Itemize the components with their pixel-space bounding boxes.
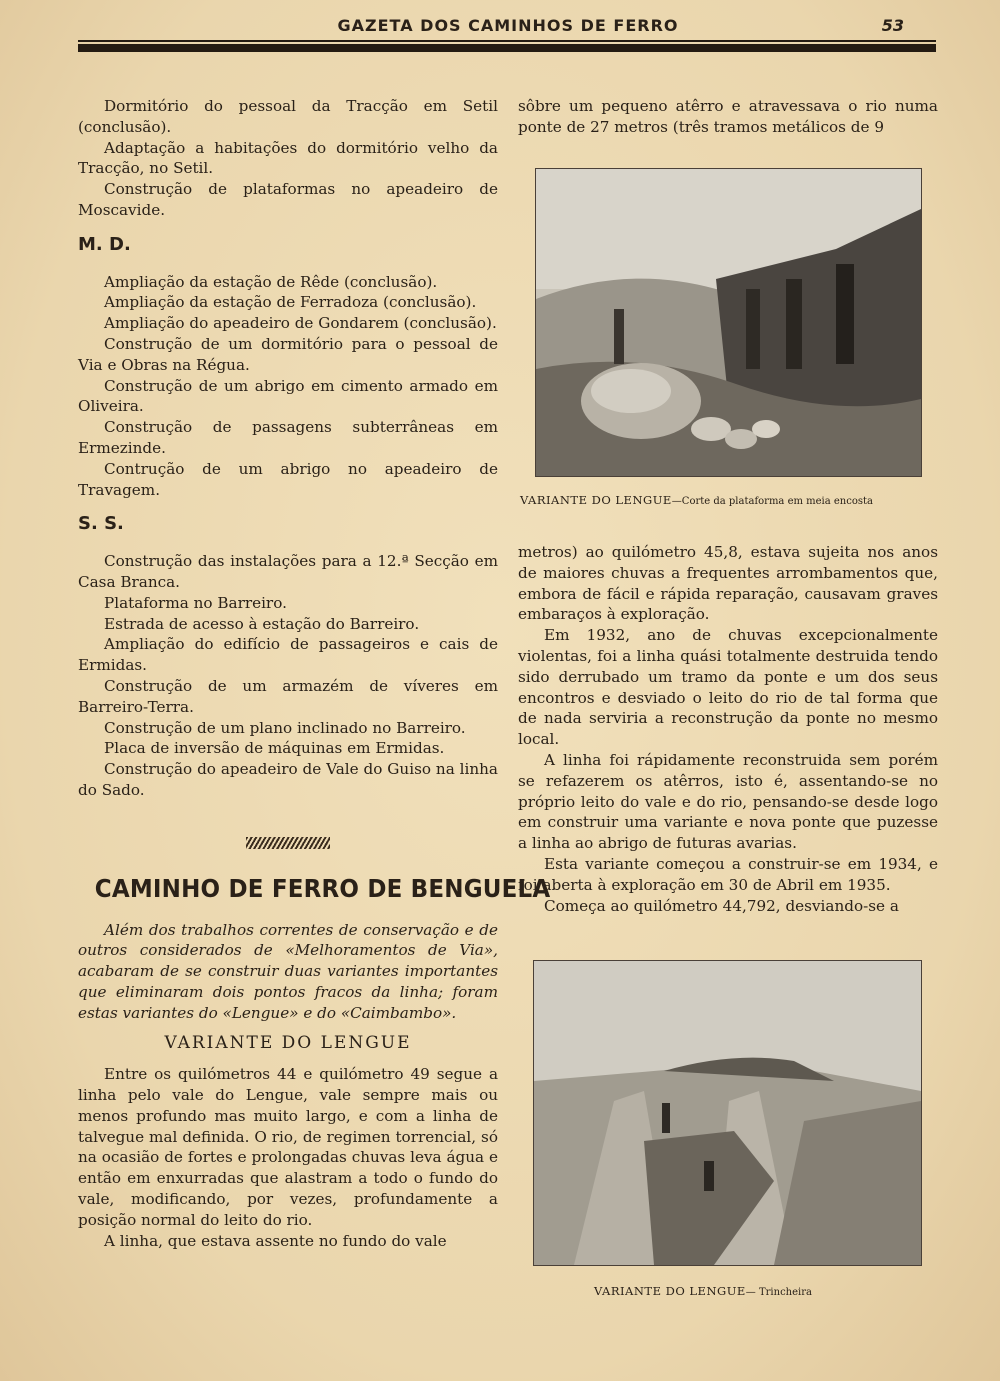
paragraph: Construção de plataformas no apeadeiro de Moscavide. xyxy=(78,180,498,219)
paragraph: metros) ao quilómetro 45,8, estava sujeita nos anos de maiores chuvas a frequentes arrombamentos que, embora de fácil e rápida reparação, causavam graves embaraços à exploração. xyxy=(518,543,938,624)
header-rule-thin xyxy=(78,40,936,42)
paragraph: Esta variante começou a construir-se em 1934, e foi aberta à exploração em 30 de Abril em 1935. xyxy=(518,854,938,894)
left-column xyxy=(78,96,551,1251)
photo-excavation xyxy=(535,168,922,477)
caption-main: VARIANTE DO LENGUE xyxy=(594,1284,746,1298)
list-item: Construção de um armazém de víveres em Barreiro-Terra. xyxy=(78,676,498,716)
subheading: VARIANTE DO LENGUE xyxy=(164,1033,412,1054)
list-item: Ampliação do apeadeiro de Gondarem (conclusão). xyxy=(104,314,497,333)
paragraph: sôbre um pequeno atêrro e atravessava o rio numa ponte de 27 metros (três tramos metálicos de 9 xyxy=(518,97,938,136)
list-item: Construção de um abrigo em cimento armado em Oliveira. xyxy=(78,376,498,416)
page-number: 53 xyxy=(881,16,904,35)
list-item: Construção de um dormitório para o pessoal de Via e Obras na Régua. xyxy=(78,334,498,374)
list-item: Ampliação do edifício de passageiros e cais de Ermidas. xyxy=(78,635,498,675)
caption-main: VARIANTE DO LENGUE xyxy=(520,493,672,507)
section-ornament xyxy=(246,837,330,849)
article-intro: Além dos trabalhos correntes de conservação e de outros considerados de «Melhoramentos de Via», acabaram de se construir duas variantes importantes que eliminaram dois pontos fracos da linha; foram estas variantes do «Lengue» e do «Caimbambo». xyxy=(78,920,498,1022)
right-column-middle xyxy=(518,542,938,916)
caption-detail: — Trincheira xyxy=(745,1287,812,1298)
paragraph: Dormitório do pessoal da Tracção em Setil (conclusão). xyxy=(78,97,498,136)
paragraph: Adaptação a habitações do dormitório velho da Tracção, no Setil. xyxy=(78,138,498,178)
photo-caption xyxy=(594,1284,812,1298)
paragraph: Em 1932, ano de chuvas excepcionalmente violentas, foi a linha quási totalmente destruida tendo sido derrubado um tramo da ponte e um dos seus encontros e desviado o leito do rio de tal forma que de nada serviria a reconstrução da ponte no mesmo local. xyxy=(518,626,938,749)
caption-detail: —Corte da plataforma em meia encosta xyxy=(671,496,873,507)
list-item: Contrução de um abrigo no apeadeiro de Travagem. xyxy=(78,459,498,499)
list-item: Placa de inversão de máquinas em Ermidas. xyxy=(104,739,445,758)
paragraph: A linha foi rápidamente reconstruida sem porém se refazerem os atêrros, isto é, assentando-se no próprio leito do vale e do rio, pensando-se desde logo em construir uma variante e nova ponte que puzesse a linha ao abrigo de futuras avarias. xyxy=(518,750,938,853)
list-item: Plataforma no Barreiro. xyxy=(104,593,287,612)
right-column-top xyxy=(518,96,938,138)
list-item: Construção de passagens subterrâneas em Ermezinde. xyxy=(78,418,498,457)
list-item: Construção de um plano inclinado no Barreiro. xyxy=(104,718,466,737)
photo-trench xyxy=(533,960,922,1266)
masthead xyxy=(78,14,938,42)
list-item: Construção do apeadeiro de Vale do Guiso na linha do Sado. xyxy=(78,760,498,799)
paragraph: Entre os quilómetros 44 e quilómetro 49 segue a linha pelo vale do Lengue, vale sempre mais ou menos profundo mas muito largo, e com a linha de talvegue mal definida. O rio, de regimen torrencial, só na ocasião de fortes e prolongadas chuvas leva água e então em enxurradas que alastram a todo o fundo do vale, modificando, por vezes, profundamente a posição normal do leito do rio. xyxy=(78,1065,498,1229)
list-item: Ampliação da estação de Rêde (conclusão). xyxy=(104,272,438,291)
paragraph: Começa ao quilómetro 44,792, desviando-se a xyxy=(544,896,899,915)
section-heading-ss: S. S. xyxy=(78,513,124,535)
article-title: CAMINHO DE FERRO DE BENGUELA xyxy=(94,873,551,903)
publication-title: GAZETA DOS CAMINHOS DE FERRO xyxy=(337,16,679,35)
section-heading-md: M. D. xyxy=(78,233,131,255)
list-item: Ampliação da estação de Ferradoza (conclusão). xyxy=(104,293,477,312)
header-rule xyxy=(78,44,936,52)
paragraph: A linha, que estava assente no fundo do vale xyxy=(104,1231,447,1250)
list-item: Estrada de acesso à estação do Barreiro. xyxy=(104,614,420,633)
list-item: Construção das instalações para a 12.ª Secção em Casa Branca. xyxy=(78,552,498,591)
photo-caption xyxy=(520,493,873,507)
